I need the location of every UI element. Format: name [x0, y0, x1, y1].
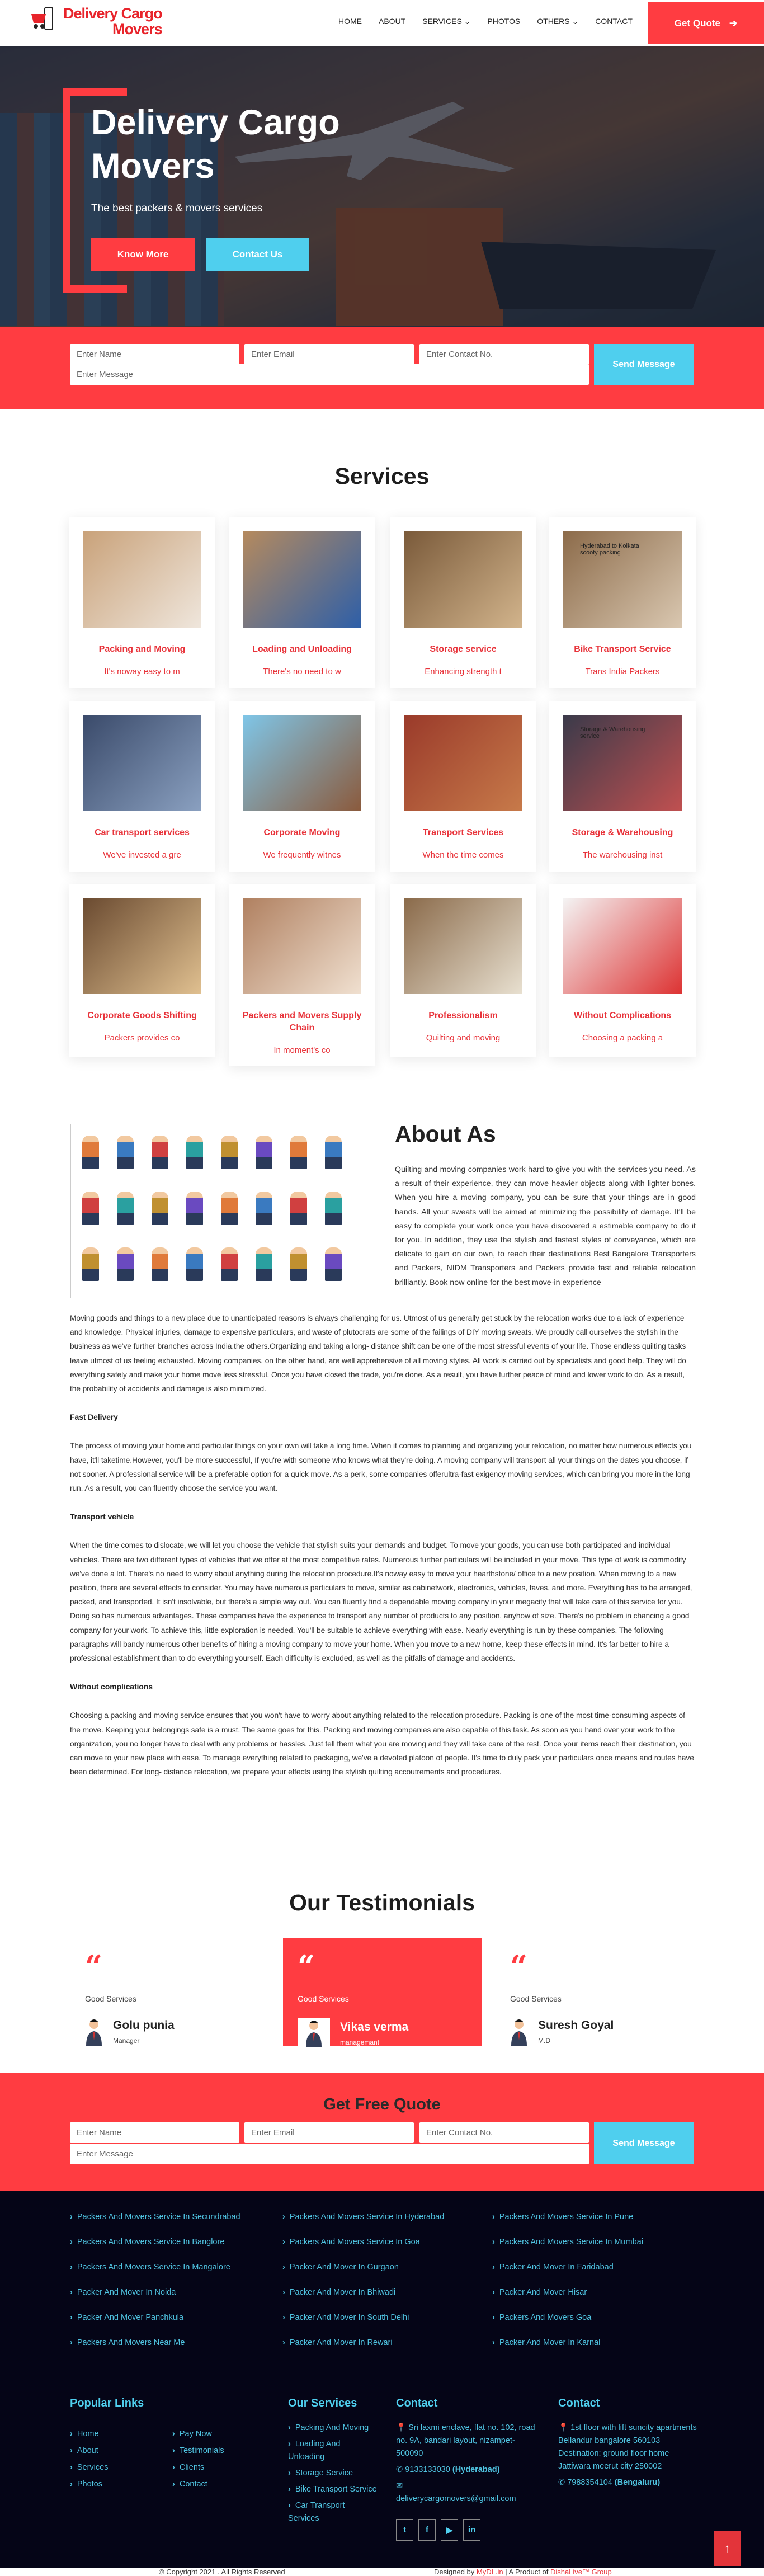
contact-hyderabad: [396, 2422, 539, 2541]
quote-icon: “: [85, 1948, 103, 1984]
product-link[interactable]: DishaLive™ Group: [550, 2568, 612, 2576]
service-title: Professionalism: [428, 1011, 498, 1020]
site-header: [0, 0, 764, 46]
mover-figure: [290, 1192, 307, 1225]
phone-city: (Hyderabad): [452, 2465, 500, 2474]
city-link[interactable]: › Packer And Mover Hisar: [492, 2288, 587, 2297]
mover-figure: [221, 1192, 238, 1225]
service-image: [404, 531, 522, 628]
service-title: Bike Transport Service: [574, 644, 671, 654]
service-image: [404, 715, 522, 811]
contact-number-input[interactable]: [419, 2122, 589, 2143]
address-text: Sri laxmi enclave, flat no. 102, road no. 9A, bandari layout, nizampet-500090: [396, 2423, 535, 2458]
chevron-down-icon: ⌄: [572, 17, 579, 26]
send-message-button[interactable]: Send Message: [594, 344, 694, 385]
contact-number-input[interactable]: [419, 344, 589, 365]
transport-vehicle-heading: Transport vehicle: [70, 1512, 134, 1522]
contact-phone-bengaluru[interactable]: [558, 2476, 698, 2489]
author-name: Suresh Goyal: [538, 2019, 614, 2032]
contact-bengaluru: [558, 2422, 698, 2489]
phone-icon: ✆: [396, 2465, 403, 2474]
service-card[interactable]: [229, 701, 375, 872]
city-link[interactable]: › Packers And Movers Service In Mumbai: [492, 2238, 643, 2247]
city-link[interactable]: › Packers And Movers Service In Goa: [282, 2238, 420, 2247]
mover-figure: [221, 1247, 238, 1281]
service-title: Transport Services: [422, 828, 504, 837]
mover-figure: [82, 1192, 99, 1225]
author-name: Golu punia: [113, 2019, 175, 2032]
youtube-icon[interactable]: ▶: [441, 2519, 458, 2541]
testimonial-text: Good Services: [298, 1994, 349, 2003]
testimonial-card: [496, 1938, 695, 2046]
author-role: Manager: [113, 2037, 140, 2045]
service-card[interactable]: [390, 517, 536, 688]
services-title: Services: [334, 463, 430, 489]
about-illustration: [70, 1124, 364, 1298]
city-link[interactable]: › Packers And Movers Service In Banglore: [70, 2238, 224, 2247]
our-services-title: Our Services: [288, 2397, 357, 2409]
free-quote-section: [0, 2073, 764, 2191]
popular-link[interactable]: › Photos: [70, 2480, 102, 2489]
arrow-up-icon: ↑: [724, 2541, 730, 2555]
chevron-down-icon: ⌄: [464, 17, 471, 26]
service-description: Quilting and moving: [426, 1033, 501, 1043]
get-quote-label: Get Quote: [674, 17, 720, 29]
service-image: [243, 715, 361, 811]
nav-others[interactable]: [537, 17, 578, 26]
quote-icon: “: [298, 1948, 315, 1984]
footer-service-link[interactable]: › Storage Service: [288, 2467, 378, 2480]
mover-figure: [256, 1192, 272, 1225]
facebook-icon[interactable]: f: [418, 2519, 436, 2541]
mover-figure: [152, 1192, 168, 1225]
hero-background-ship: [481, 225, 716, 309]
designer-link[interactable]: MyDL.in: [476, 2568, 503, 2576]
service-card[interactable]: [69, 701, 215, 872]
service-description: Enhancing strength t: [425, 667, 502, 676]
nav-photos[interactable]: PHOTOS: [487, 17, 521, 26]
testimonial-text: Good Services: [510, 1994, 562, 2003]
service-image-caption: Storage & Warehousing service: [580, 726, 645, 740]
footer: [0, 2191, 764, 2568]
footer-service-link[interactable]: › Loading And Unloading: [288, 2438, 378, 2464]
mover-figure: [325, 1247, 342, 1281]
about-section: [70, 1120, 696, 1793]
contact-title: Contact: [558, 2397, 600, 2409]
service-card[interactable]: [229, 517, 375, 688]
city-link[interactable]: › Packer And Mover In Gurgaon: [282, 2263, 399, 2272]
main-nav: [338, 17, 633, 26]
mover-figure: [256, 1136, 272, 1169]
service-title: Packers and Movers Supply Chain: [242, 1011, 362, 1033]
popular-link[interactable]: › Home: [70, 2429, 99, 2438]
know-more-button[interactable]: Know More: [91, 238, 195, 271]
popular-link[interactable]: › Testimonials: [172, 2446, 224, 2455]
footer-service-link[interactable]: › Car Transport Services: [288, 2499, 378, 2525]
mail-icon: ✉: [396, 2481, 403, 2490]
service-description: In moment's co: [273, 1046, 331, 1055]
designed-prefix: Designed by: [434, 2568, 475, 2576]
service-description: There's no need to w: [263, 667, 341, 676]
testimonial-author: [85, 2018, 255, 2046]
message-input[interactable]: [70, 2144, 589, 2164]
popular-link[interactable]: › Pay Now: [172, 2429, 212, 2438]
service-card[interactable]: [549, 884, 696, 1057]
service-card[interactable]: [229, 884, 375, 1066]
popular-link[interactable]: › Clients: [172, 2463, 204, 2472]
mover-figure: [325, 1192, 342, 1225]
service-title: Loading and Unloading: [252, 644, 352, 654]
about-paragraph: When the time comes to dislocate, we will let you choose the vehicle that stylish suits your demands and budget. To move your goods, you can use both participated and individual vehicles. There are two different types of vehicles that we offer at the most competitive rates. Numerous further particulars will be included in your move. This type of work is commodity we've done a lot. There's no need to worry about anything during the relocation procedure.It's noway easy to move your hearthstone/ office to a new position. When moving to a new position, there are several effects to consider. You may have numerous particulars to move, similar as cabinetwork, electronics, vehicles, faves, and more. Everything has to be arranged, packed, and transported. It isn't insolvable, but there's a simple way out. You can fluently find a dependable moving company in your megacity that will take care of this service for you. Doing so has numerous advantages. These companies have the experience to transport any number of products to any position, anyhow of size. There's no problem in chancing a good company for your work. To achieve this, little exploration is needed. You'll be suitable to achieve everything with ease. Nearly everything is run by these companies. The following paragraphs will bandy numerous other benefits of hiring a moving company to move your home. When you move to a new home, keep these effects in mind. It's far better to hire a professional establishment than to do everything yourself. Each difficulty is excluded, as well as the pitfalls of damage and accidents.: [70, 1541, 692, 1663]
mover-figure: [186, 1136, 203, 1169]
service-description: Trans India Packers: [585, 667, 660, 676]
fast-delivery-heading: Fast Delivery: [70, 1412, 118, 1422]
mover-figure: [82, 1136, 99, 1169]
arrow-right-icon: ➔: [729, 17, 738, 29]
phone-icon: ✆: [558, 2478, 565, 2487]
contact-email[interactable]: [396, 2480, 539, 2506]
mover-figure: [325, 1136, 342, 1169]
testimonial-card: [70, 1938, 270, 2046]
contact-title: Contact: [396, 2397, 438, 2409]
product-prefix: | A Product of: [505, 2568, 549, 2576]
hero-title: Delivery Cargo Movers: [91, 103, 340, 186]
mover-figure: [82, 1247, 99, 1281]
contact-address-hyderabad: [396, 2422, 539, 2460]
mover-figure: [117, 1192, 134, 1225]
testimonial-card: [283, 1938, 482, 2046]
nav-home[interactable]: HOME: [338, 17, 362, 26]
enquiry-form: [0, 327, 764, 409]
avatar: [85, 2018, 103, 2046]
popular-link[interactable]: › Contact: [172, 2480, 207, 2489]
mover-figure: [186, 1192, 203, 1225]
hero-subtitle: The best packers & movers services: [91, 202, 263, 214]
linkedin-icon[interactable]: in: [463, 2519, 480, 2541]
service-image: [404, 898, 522, 994]
service-card[interactable]: [549, 701, 696, 872]
service-description: We frequently witnes: [263, 850, 341, 860]
credits: [434, 2568, 612, 2575]
service-title: Car transport services: [95, 828, 190, 837]
map-pin-icon: 📍: [396, 2423, 407, 2432]
testimonial-author: [298, 2018, 468, 2048]
service-title: Storage service: [430, 644, 497, 654]
service-description: Packers provides co: [104, 1033, 180, 1043]
mover-figure: [290, 1247, 307, 1281]
service-title: Corporate Goods Shifting: [87, 1011, 197, 1020]
service-image: [243, 898, 361, 994]
testimonials-title: Our Testimonials: [289, 1890, 475, 1915]
send-message-button[interactable]: Send Message: [594, 2122, 694, 2164]
service-image: [83, 715, 201, 811]
about-title: About As: [395, 1121, 496, 1147]
logo[interactable]: [29, 6, 162, 37]
service-description: When the time comes: [422, 850, 504, 860]
phone-number: 9133133030: [405, 2465, 450, 2474]
name-input[interactable]: [70, 2122, 239, 2143]
email-address: deliverycargomovers@gmail.com: [396, 2494, 516, 2503]
about-details: [70, 1311, 696, 1779]
service-card[interactable]: [390, 701, 536, 872]
testimonial-text: Good Services: [85, 1994, 136, 2003]
without-complications-heading: Without complications: [70, 1682, 153, 1692]
service-title: Storage & Warehousing: [572, 828, 673, 837]
logo-name-line2: Movers: [112, 21, 162, 37]
logo-name-line1: Delivery Cargo: [63, 5, 162, 22]
city-link[interactable]: › Packer And Mover In South Delhi: [282, 2313, 409, 2322]
social-links: [396, 2519, 539, 2541]
mover-figure: [186, 1247, 203, 1281]
popular-link[interactable]: › Services: [70, 2463, 108, 2472]
nav-contact[interactable]: CONTACT: [595, 17, 633, 26]
city-link[interactable]: › Packers And Movers Goa: [492, 2313, 591, 2322]
phone-number: 7988354104: [567, 2478, 612, 2487]
email-input[interactable]: [244, 344, 414, 365]
service-description: Choosing a packing a: [582, 1033, 663, 1043]
copyright-text: © Copyright 2021 . All Rights Reserved: [159, 2568, 285, 2576]
city-link[interactable]: › Packer And Mover In Karnal: [492, 2338, 600, 2347]
service-description: We've invested a gre: [103, 850, 181, 860]
email-input[interactable]: [244, 2122, 414, 2143]
footer-bottom-bar: [0, 2568, 764, 2575]
contact-address-bengaluru: [558, 2422, 698, 2473]
twitter-icon[interactable]: t: [396, 2519, 413, 2541]
name-input[interactable]: [70, 344, 239, 365]
service-title: Corporate Moving: [263, 828, 341, 837]
mover-figure: [256, 1247, 272, 1281]
author-role: managemant: [340, 2038, 380, 2046]
message-input[interactable]: [70, 364, 589, 385]
footer-service-link[interactable]: › Bike Transport Service: [288, 2483, 378, 2496]
service-image: [83, 898, 201, 994]
service-card[interactable]: [549, 517, 696, 688]
popular-link[interactable]: › About: [70, 2446, 98, 2455]
popular-links-title: Popular Links: [70, 2397, 144, 2409]
service-title: Packing and Moving: [98, 644, 186, 654]
service-card[interactable]: [69, 517, 215, 688]
service-description: The warehousing inst: [582, 850, 663, 860]
nav-about[interactable]: ABOUT: [379, 17, 406, 26]
service-image: [563, 715, 682, 811]
service-card[interactable]: [390, 884, 536, 1057]
city-link[interactable]: › Packer And Mover Panchkula: [70, 2313, 183, 2322]
address-text: 1st floor with lift suncity apartments Bellandur bangalore 560103 Destination: ground floor home Jattiwara meerut city 250002: [558, 2423, 697, 2471]
author-name: Vikas verma: [340, 2020, 409, 2033]
mover-figure: [117, 1136, 134, 1169]
city-link[interactable]: › Packers And Movers Service In Hyderabad: [282, 2212, 444, 2221]
service-image-caption: Hyderabad to Kolkata scooty packing: [580, 543, 639, 556]
testimonial-author: [510, 2018, 680, 2046]
mover-figure: [152, 1136, 168, 1169]
quote-icon: “: [510, 1948, 528, 1984]
footer-service-link[interactable]: › Packing And Moving: [288, 2422, 378, 2434]
service-image: [83, 531, 201, 628]
nav-others-label: OTHERS: [537, 17, 570, 26]
footer-services-list: [288, 2422, 378, 2525]
city-link[interactable]: › Packer And Mover In Noida: [70, 2288, 176, 2297]
mover-figure: [290, 1136, 307, 1169]
about-paragraph: Choosing a packing and moving service ensures that you won't have to worry about anything related to the relocation procedure. Packing is one of the most time-consuming aspects of the move. Keeping your belongings safe is a must. The same goes for this. Packing and moving companies are also capable of this task. As soon as you hand over your work to the organization, you no longer have to deal with any problems or hassles. Just tell them what you are moving and they will take care of the rest. Once your items reach their destination, you can move to your new place with ease. To manage everything related to packaging, we've a devoted platoon of people. It's time to duly pack your particulars once means and routes have been determined. For long- distance relocation, we prepare your effects using the stylish quilting accoutrements and procedures.: [70, 1711, 694, 1777]
author-role: M.D: [538, 2037, 550, 2045]
city-link[interactable]: › Packer And Mover In Bhiwadi: [282, 2288, 395, 2297]
service-image: [563, 531, 682, 628]
hero-background-truck: [336, 208, 503, 326]
avatar: [298, 2018, 330, 2048]
contact-us-button[interactable]: Contact Us: [206, 238, 309, 271]
city-link[interactable]: › Packers And Movers Service In Secundrabad: [70, 2212, 240, 2221]
nav-services[interactable]: [422, 17, 470, 26]
city-link[interactable]: › Packers And Movers Service In Mangalore: [70, 2263, 230, 2272]
mover-figure: [152, 1247, 168, 1281]
service-card[interactable]: [69, 884, 215, 1057]
service-description: It's noway easy to m: [104, 667, 180, 676]
service-image: [563, 898, 682, 994]
map-pin-icon: 📍: [558, 2423, 569, 2432]
mover-figure: [117, 1247, 134, 1281]
about-paragraph: The process of moving your home and particular things on your own will take a long time. When it comes to planning and organizing your relocation, no matter how numerous effects you have, it'll taketime.However, you'll be more successful, If you're with someone who knows what they're doing. A moving company will transport all your things on the dates you choose, if not sooner. A professional service will be a preferable option for a quick move. As a perk, some companies offerultra-fast exigency moving services, which can bring you more in the long run. As a result, you can fluently choose the service you want.: [70, 1442, 692, 1493]
phone-city: (Bengaluru): [614, 2478, 661, 2487]
city-link[interactable]: › Packer And Mover In Rewari: [282, 2338, 393, 2347]
about-intro: Quilting and moving companies work hard to give you with the services you need. As a result of their experience, they can move heavier objects along with lighter bones. When you hire a moving company, you can be sure that your things are in good hands. All your sweats will be aimed at minimizing the possibility of damage. It'll be easy to complete your work once you have discovered a estimable company to do it for you. In addition, they use the stylish and fastest styles of conveyance, which are delicate to gain on our own, to reach their destinations Best Bangalore Transporters and Packers, NIDM Transporters and Packers provide fast and reliable relocation brilliantly. Book now online for the best move-in experience: [395, 1165, 696, 1287]
nav-services-label: SERVICES: [422, 17, 462, 26]
about-paragraph: Moving goods and things to a new place due to unanticipated reasons is always challenging for us. Utmost of us generally get stuck by the relocation works due to a lack of experience and knowledge. Physical injuries, damage to expensive particulars, and waste of plutocrats are some of the failings of DIY moving sweats. We proudly call ourselves the stylish in the business as we've further branches across India.the others.Organizing and taking a long- distance shift can be one of the most stressful events of your life. Those endless quilting tasks leave utmost of us feeling exhausted. Moving companies, on the other hand, are well apprehensive of all moving styles. All work is carried out by specialists and good help. They will do everything safely and make your home move less stressful. Once you have closed the trade, you're done. As a result, you have further peace of mind and lower work to do. As a result, the probability of accidents and damage is also minimized.: [70, 1314, 686, 1393]
city-link[interactable]: › Packers And Movers Service In Pune: [492, 2212, 633, 2221]
city-link[interactable]: › Packers And Movers Near Me: [70, 2338, 185, 2347]
contact-phone-hyderabad[interactable]: [396, 2464, 539, 2476]
scroll-to-top-button[interactable]: [714, 2531, 741, 2566]
get-quote-button[interactable]: [648, 2, 764, 44]
free-quote-title: Get Free Quote: [323, 2095, 441, 2113]
avatar: [510, 2018, 528, 2046]
city-link[interactable]: › Packer And Mover In Faridabad: [492, 2263, 614, 2272]
delivery-truck-logo-icon: [29, 6, 60, 37]
service-image: [243, 531, 361, 628]
service-title: Without Complications: [573, 1011, 672, 1020]
mover-figure: [221, 1136, 238, 1169]
